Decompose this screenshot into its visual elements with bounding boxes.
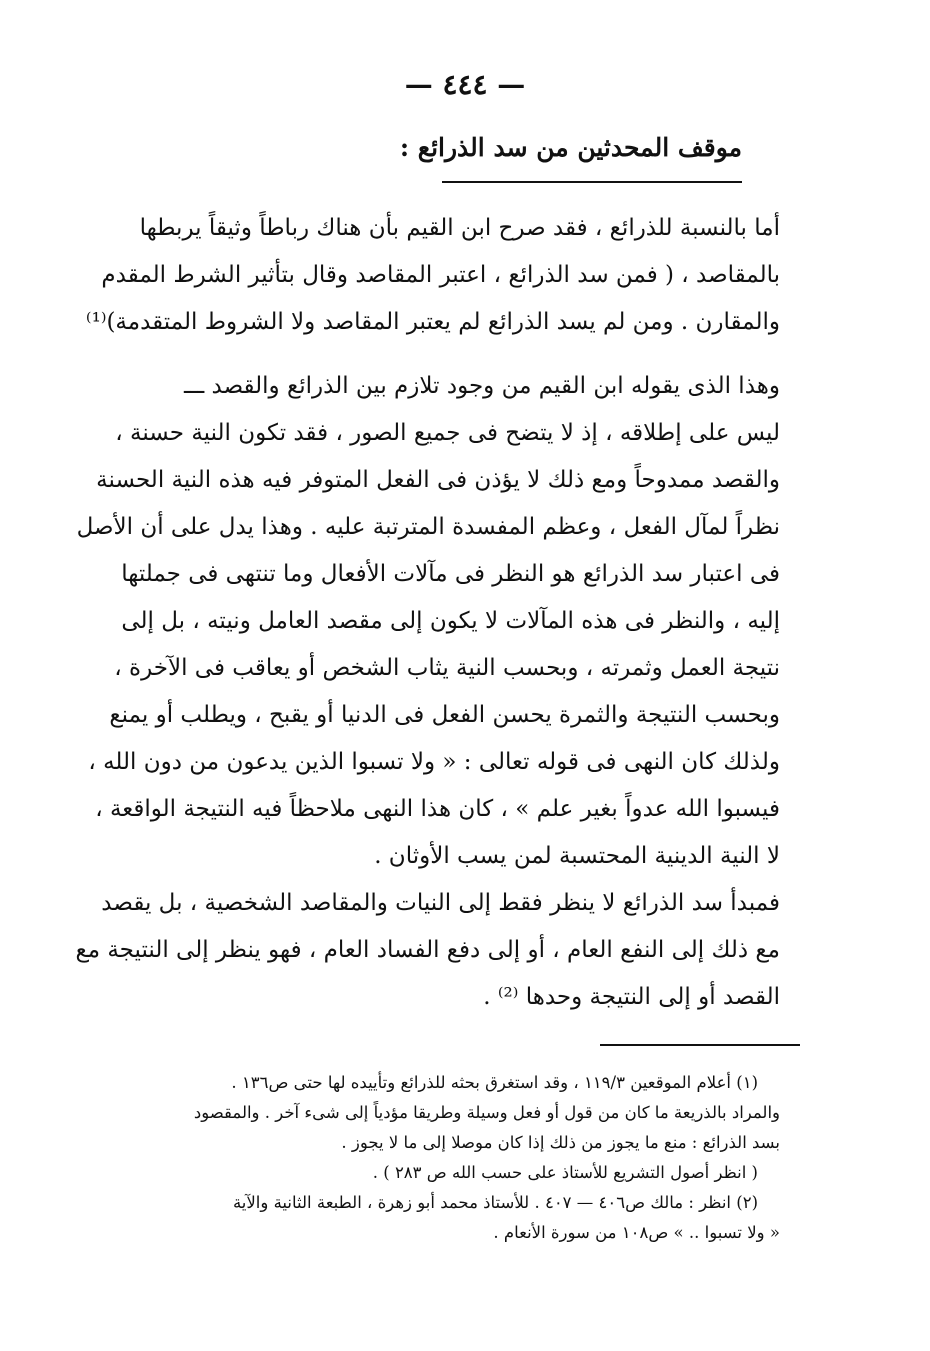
footnote-line: ( انظر أصول التشريع للأستاذ على حسب الله ص ٢٨٣ ) . xyxy=(372,1163,758,1182)
paragraph-line: القصد أو إلى النتيجة وحدها ⁽²⁾ . xyxy=(483,984,780,1010)
paragraph-line: ليس على إطلاقه ، إذ لا يتضح فى جميع الصور ، فقد تكون النية حسنة ، xyxy=(115,420,780,446)
footnote-line: (٢) انظر : مالك ص٤٠٦ — ٤٠٧ . للأستاذ محمد أبو زهرة ، الطبعة الثانية والآية xyxy=(232,1193,758,1212)
paragraph-line: بالمقاصد ، ( فمن سد الذرائع ، اعتبر المقاصد وقال بتأثير الشرط المقدم xyxy=(101,262,780,288)
footnote-line: بسد الذرائع : منع ما يجوز من ذلك إذا كان موصلا إلى ما لا يجوز . xyxy=(341,1133,780,1152)
paragraph-line: ولذلك كان النهى فى قوله تعالى : « ولا تسبوا الذين يدعون من دون الله ، xyxy=(88,749,780,775)
paragraph-3 xyxy=(75,880,780,1021)
heading-underline xyxy=(442,181,742,183)
footnote-line: والمراد بالذريعة ما كان من قول أو فعل وسيلة وطريقا مؤدياً إلى شىء آخر . والمقصود xyxy=(193,1103,780,1122)
paragraph-1 xyxy=(85,205,780,346)
paragraph-line: فى اعتبار سد الذرائع هو النظر فى مآلات الأفعال وما تنتهى فى جملتها xyxy=(121,561,780,587)
paragraph-line: مع ذلك إلى النفع العام ، أو إلى دفع الفساد العام ، فهو ينظر إلى النتيجة مع xyxy=(75,937,780,963)
section-heading: موقف المحدثين من سد الذرائع : xyxy=(399,133,742,162)
paragraph-line: فيسبوا الله عدواً بغير علم » ، كان هذا النهى ملاحظاً فيه النتيجة الواقعة ، xyxy=(95,796,780,822)
paragraph-line: نظراً لمآل الفعل ، وعظم المفسدة المترتبة عليه . وهذا يدل على أن الأصل xyxy=(76,514,780,540)
paragraph-line: أما بالنسبة للذرائع ، فقد صرح ابن القيم بأن هناك رباطاً وثيقاً يربطها xyxy=(139,215,780,241)
page-number: — ٤٤٤ — xyxy=(404,68,526,101)
paragraph-line: وبحسب النتيجة والثمرة يحسن الفعل فى الدنيا أو يقبح ، ويطلب أو يمنع xyxy=(109,702,780,728)
paragraph-line: إليه ، والنظر فى هذه المآلات لا يكون إلى مقصد العامل ونيته ، بل إلى xyxy=(121,608,780,634)
paragraph-line: نتيجة العمل وثمرته ، وبحسب النية يثاب الشخص أو يعاقب فى الآخرة ، xyxy=(114,655,780,681)
footnote-line: « ولا تسبوا .. » ص١٠٨ من سورة الأنعام . xyxy=(493,1223,780,1242)
paragraph-line: والقصد ممدوحاً ومع ذلك لا يؤذن فى الفعل المتوفر فيه هذه النية الحسنة xyxy=(96,467,780,493)
paragraph-2 xyxy=(76,363,780,880)
paragraph-line: والمقارن . ومن لم يسد الذرائع لم يعتبر المقاصد ولا الشروط المتقدمة)⁽¹⁾ xyxy=(85,309,780,335)
footnotes xyxy=(130,1068,780,1248)
footnote-separator xyxy=(600,1044,800,1046)
paragraph-line: فمبدأ سد الذرائع لا ينظر فقط إلى النيات والمقاصد الشخصية ، بل يقصد xyxy=(101,890,780,916)
footnote-line: (١) أعلام الموقعين ١١٩/٣ ، وقد استغرق بحثه للذرائع وتأييده لها حتى ص١٣٦ . xyxy=(231,1073,758,1092)
paragraph-line: لا النية الدينية المحتسبة لمن يسب الأوثان . xyxy=(374,843,780,869)
paragraph-line: وهذا الذى يقوله ابن القيم من وجود تلازم بين الذرائع والقصد ـــ xyxy=(183,373,780,399)
